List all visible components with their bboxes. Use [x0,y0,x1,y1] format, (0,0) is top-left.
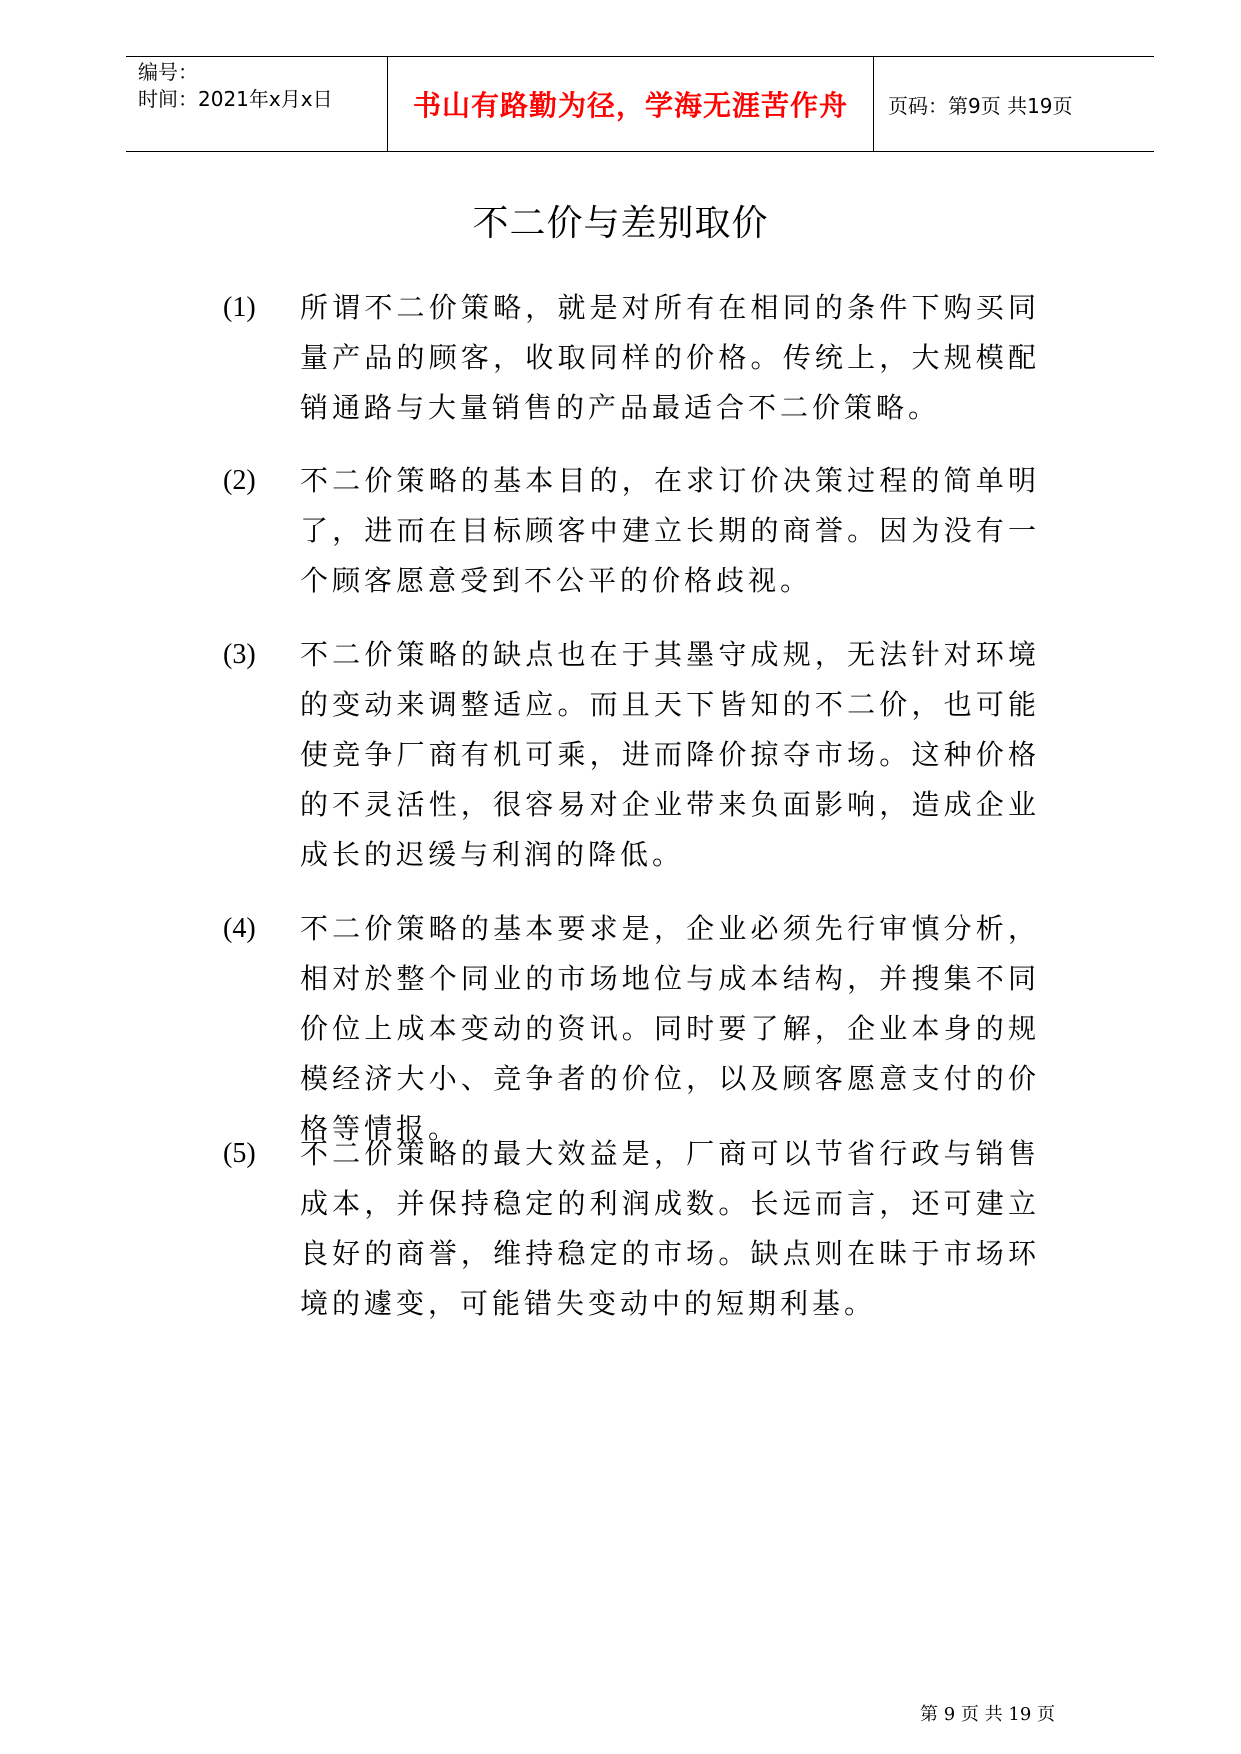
serial-label: 编号： [138,60,198,84]
document-title: 不二价与差别取价 [472,203,769,244]
header-motto-cell [388,57,874,151]
list-item-2 [223,456,1043,606]
item-text: 不二价策略的基本目的，在求订价决策过程的简单明了，进而在目标顾客中建立长期的商誉。因为没有一个顾客愿意受到不公平的价格歧视。 [300,464,1040,597]
item-number: (4) [223,913,256,944]
item-text: 不二价策略的缺点也在于其墨守成规，无法针对环境的变动来调整适应。而且天下皆知的不二价，也可能使竞争厂商有机可乘，进而降价掠夺市场。这种价格的不灵活性，很容易对企业带来负面影响，造成企业成长的迟缓与利润的降低。 [300,638,1040,871]
item-text: 不二价策略的基本要求是，企业必须先行审慎分析，相对於整个同业的市场地位与成本结构，并搜集不同价位上成本变动的资讯。同时要了解，企业本身的规模经济大小、竞争者的价位，以及顾客愿意支付的价格等情报。 [300,912,1040,1145]
list-item-4 [223,904,1043,1154]
item-text: 所谓不二价策略，就是对所有在相同的条件下购买同量产品的顾客，收取同样的价格。传统上，大规模配销通路与大量销售的产品最适合不二价策略。 [300,291,1040,424]
item-number: (5) [223,1138,256,1169]
page-footer: 第 9 页 共 19 页 [920,1704,1055,1725]
time-label: 时间：2021年x月x日 [138,87,333,111]
document-header [126,56,1154,152]
list-item-1 [223,283,1043,433]
motto-text: 书山有路勤为径，学海无涯苦作舟 [412,89,848,122]
list-item-3 [223,630,1043,880]
page-code: 页码：第9页 共19页 [888,93,1073,118]
item-text: 不二价策略的最大效益是，厂商可以节省行政与销售成本，并保持稳定的利润成数。长远而言，还可建立良好的商誉，维持稳定的市场。缺点则在昧于市场环境的遽变，可能错失变动中的短期利基。 [300,1137,1040,1320]
item-number: (3) [223,639,256,670]
header-meta-cell [126,57,388,151]
list-item-5 [223,1129,1043,1329]
item-number: (2) [223,465,256,496]
header-page-cell [874,57,1154,151]
item-number: (1) [223,292,256,323]
